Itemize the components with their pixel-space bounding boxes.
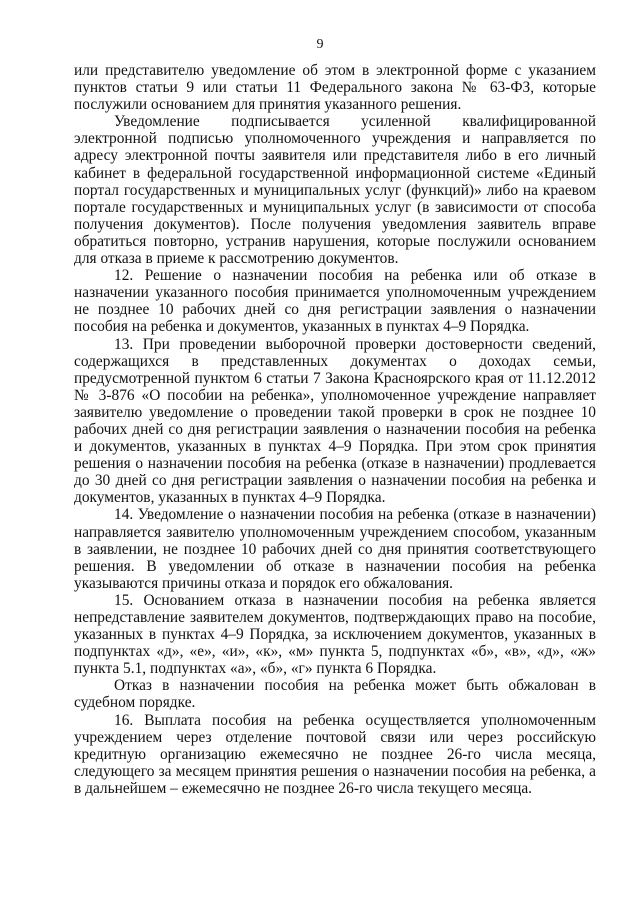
paragraph-notification: Уведомление подписывается усиленной квалифицированной электронной подписью уполномоченного учреждения и направляется по адресу электронной почты заявителя или представителя либо в его личный кабинет в федеральной государственной информационной системе «Единый портал государственных и муниципальных услуг (функций)» либо на краевом портале государственных и муниципальных услуг (в зависимости от способа получения документов). После получения уведомления заявитель вправе обратиться повторно, устранив нарушения, которые послужили основанием для отказа в приеме к рассмотрению документов. [74, 113, 596, 268]
document-body [74, 62, 596, 797]
paragraph-item-13: 13. При проведении выборочной проверки достоверности сведений, содержащихся в представленных документах о доходах семьи, предусмотренной пунктом 6 статьи 7 Закона Красноярского края от 11.12.2012 № 3-876 «О пособии на ребенка», уполномоченное учреждение направляет заявителю уведомление о проведении такой проверки в срок не позднее 10 рабочих дней со дня регистрации заявления о назначении пособия на ребенка и документов, указанных в пунктах 4–9 Порядка. При этом срок принятия решения о назначении пособия на ребенка (отказе в назначении) продлевается до 30 дней со дня регистрации заявления о назначении пособия на ребенка и документов, указанных в пунктах 4–9 Порядка. [74, 335, 596, 507]
paragraph-continuation: или представителю уведомление об этом в электронной форме с указанием пунктов статьи 9 или статьи 11 Федерального закона № 63-ФЗ, которые послужили основанием для принятия указанного решения. [74, 62, 596, 114]
paragraph-appeal: Отказ в назначении пособия на ребенка может быть обжалован в судебном порядке. [74, 677, 596, 712]
paragraph-item-14: 14. Уведомление о назначении пособия на ребенка (отказе в назначении) направляется заявителю уполномоченным учреждением способом, указанным в заявлении, не позднее 10 рабочих дней со дня принятия соответствующего решения. В уведомлении об отказе в назначении пособия на ребенка указываются причины отказа и порядок его обжалования. [74, 506, 596, 592]
paragraph-item-16: 16. Выплата пособия на ребенка осуществляется уполномоченным учреждением через отделение почтовой связи или через российскую кредитную организацию ежемесячно не позднее 26-го числа месяца, следующего за месяцем принятия решения о назначении пособия на ребенка, а в дальнейшем – ежемесячно не позднее 26-го числа текущего месяца. [74, 711, 596, 797]
paragraph-item-12: 12. Решение о назначении пособия на ребенка или об отказе в назначении указанного пособия принимается уполномоченным учреждением не позднее 10 рабочих дней со дня регистрации заявления о назначении пособия на ребенка и документов, указанных в пунктах 4–9 Порядка. [74, 267, 596, 336]
paragraph-item-15: 15. Основанием отказа в назначении пособия на ребенка является непредставление заявителем документов, подтверждающих право на пособие, указанных в пунктах 4–9 Порядка, за исключением документов, указанных в подпунктах «д», «е», «и», «к», «м» пункта 5, подпунктах «б», «в», «д», «ж» пункта 5.1, подпунктах «а», «б», «г» пункта 6 Порядка. [74, 591, 596, 678]
page-number: 9 [316, 37, 324, 52]
